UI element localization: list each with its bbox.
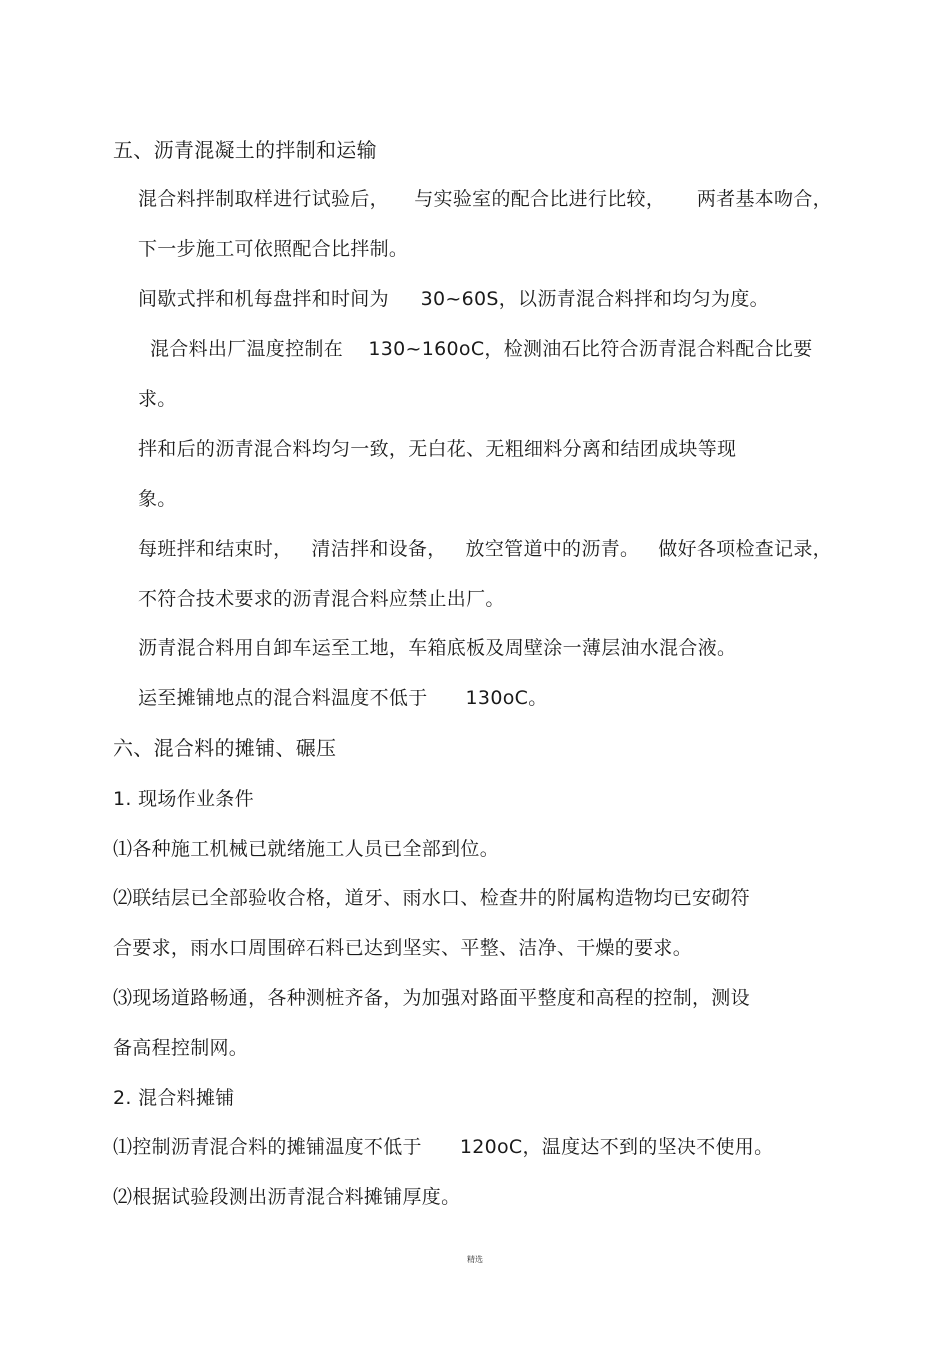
paragraph-line: 混合料出厂温度控制在 130~160oC，检测油石比符合沥青混合料配合比要 — [150, 338, 813, 360]
paragraph-line: 象。 — [138, 488, 177, 510]
paragraph-line: 不符合技术要求的沥青混合料应禁止出厂。 — [138, 588, 505, 610]
paragraph-line: 运至摊铺地点的混合料温度不低于 130oC。 — [138, 687, 548, 709]
list-item: ⑴各种施工机械已就绪施工人员已全部到位。 — [113, 838, 500, 860]
list-item: ⑵根据试验段测出沥青混合料摊铺厚度。 — [113, 1186, 461, 1208]
paragraph-line: 间歇式拌和机每盘拌和时间为 30~60S，以沥青混合料拌和均匀为度。 — [138, 288, 769, 310]
paragraph-line: 沥青混合料用自卸车运至工地，车箱底板及周壁涂一薄层油水混合液。 — [138, 637, 737, 659]
subheading: 1. 现场作业条件 — [113, 788, 254, 810]
paragraph-line: 每班拌和结束时， 清洁拌和设备， 放空管道中的沥青。 做好各项检查记录， — [138, 538, 832, 560]
paragraph-line: 拌和后的沥青混合料均匀一致，无白花、无粗细料分离和结团成块等现 — [138, 438, 737, 460]
paragraph-line: 下一步施工可依照配合比拌制。 — [138, 238, 409, 260]
list-item: ⑵联结层已全部验收合格，道牙、雨水口、检查井的附属构造物均已安砌符 — [113, 887, 750, 909]
list-item: ⑶现场道路畅通，各种测桩齐备，为加强对路面平整度和高程的控制，测设 — [113, 987, 750, 1009]
page-footer: 精选 — [467, 1255, 483, 1264]
list-item-continuation: 备高程控制网。 — [113, 1037, 249, 1059]
paragraph-line: 求。 — [138, 388, 177, 410]
list-item: ⑴控制沥青混合料的摊铺温度不低于 120oC，温度达不到的坚决不使用。 — [113, 1136, 774, 1158]
list-item-continuation: 合要求，雨水口周围碎石料已达到坚实、平整、洁净、干燥的要求。 — [113, 937, 693, 959]
paragraph-line: 混合料拌制取样进行试验后， 与实验室的配合比进行比较， 两者基本吻合， — [138, 188, 832, 210]
section-heading-6: 六、混合料的摊铺、碾压 — [113, 736, 337, 760]
subheading: 2. 混合料摊铺 — [113, 1087, 235, 1109]
section-heading-5: 五、沥青混凝土的拌制和运输 — [113, 138, 377, 162]
